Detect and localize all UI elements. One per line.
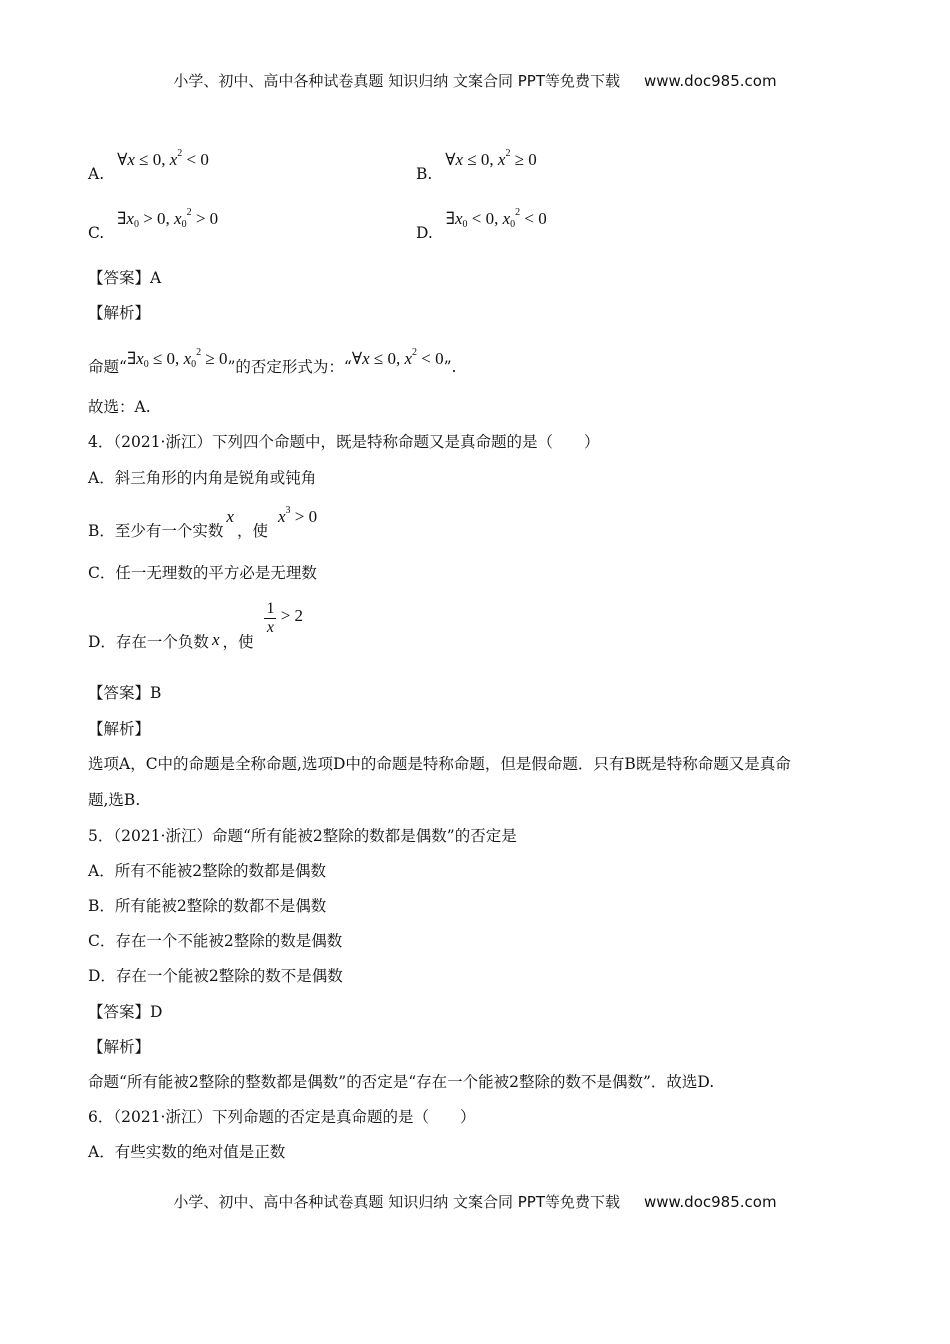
- q3-conclusion: 故选：A.: [88, 398, 151, 416]
- q3-option-b: B. ∀x ≤ 0, $x^2 \ge 0$: [416, 148, 537, 183]
- q3-option-c: C. $\exists x_0 > 0$, $x_0^2 > 0$: [88, 207, 219, 242]
- header-text: 小学、初中、高中各种试卷真题 知识归纳 文案合同 PPT等免费下载: [173, 72, 620, 90]
- q3-answer: 【答案】A: [88, 269, 162, 287]
- q4-option-d: D．存在一个负数 x ，使 $\frac{1}{x}$ > 2: [88, 600, 304, 651]
- q5-analysis-title: 【解析】: [88, 1038, 151, 1056]
- q6-stem: 6．（2021·浙江）下列命题的否定是真命题的是（ ）: [88, 1108, 476, 1126]
- q4-stem: 4．（2021·浙江）下列四个命题中，既是特称命题又是真命题的是（ ）: [88, 433, 600, 451]
- q4-option-a: A．斜三角形的内角是锐角或钝角: [88, 469, 317, 487]
- q3-analysis: 命题“$\exists x_0 \le 0$, $x_0^2 \ge 0$”的否定形式为：“∀x ≤ 0, $x^2 < 0$”.: [88, 347, 457, 376]
- q3-option-d: D. $\exists x_0 < 0$, $x_0^2 < 0$: [416, 207, 547, 242]
- q4-analysis-line1: 选项A，C中的命题是全称命题,选项D中的命题是特称命题，但是假命题．只有B既是特称命题又是真命: [88, 755, 791, 773]
- q5-option-a: A．所有不能被2整除的数都是偶数: [88, 862, 327, 880]
- q4-analysis-line2: 题,选B.: [88, 791, 141, 809]
- q5-stem: 5．（2021·浙江）命题“所有能被2整除的数都是偶数”的否定是: [88, 827, 517, 845]
- q4-option-c: C．任一无理数的平方必是无理数: [88, 564, 317, 582]
- q4-option-b: B．至少有一个实数x，使$x^3 > 0$: [88, 505, 318, 540]
- q3-option-a: A. ∀x ≤ 0, $x^2 < 0$: [88, 148, 209, 183]
- page-footer: [0, 1191, 950, 1212]
- q5-analysis: 命题“所有能被2整除的整数都是偶数”的否定是“存在一个能被2整除的数不是偶数”．故选D.: [88, 1073, 715, 1091]
- q4-answer: 【答案】B: [88, 684, 162, 702]
- footer-site: www.doc985.com: [643, 1193, 777, 1211]
- q4-analysis-title: 【解析】: [88, 720, 151, 738]
- q5-answer: 【答案】D: [88, 1003, 163, 1021]
- q6-option-a: A．有些实数的绝对值是正数: [88, 1143, 286, 1161]
- page-header: [0, 70, 950, 91]
- q5-option-b: B．所有能被2整除的数都不是偶数: [88, 897, 327, 915]
- footer-text: 小学、初中、高中各种试卷真题 知识归纳 文案合同 PPT等免费下载: [173, 1193, 620, 1211]
- q5-option-d: D．存在一个能被2整除的数不是偶数: [88, 967, 343, 985]
- header-site: www.doc985.com: [643, 72, 777, 90]
- q5-option-c: C．存在一个不能被2整除的数是偶数: [88, 932, 343, 950]
- q3-analysis-title: 【解析】: [88, 304, 151, 322]
